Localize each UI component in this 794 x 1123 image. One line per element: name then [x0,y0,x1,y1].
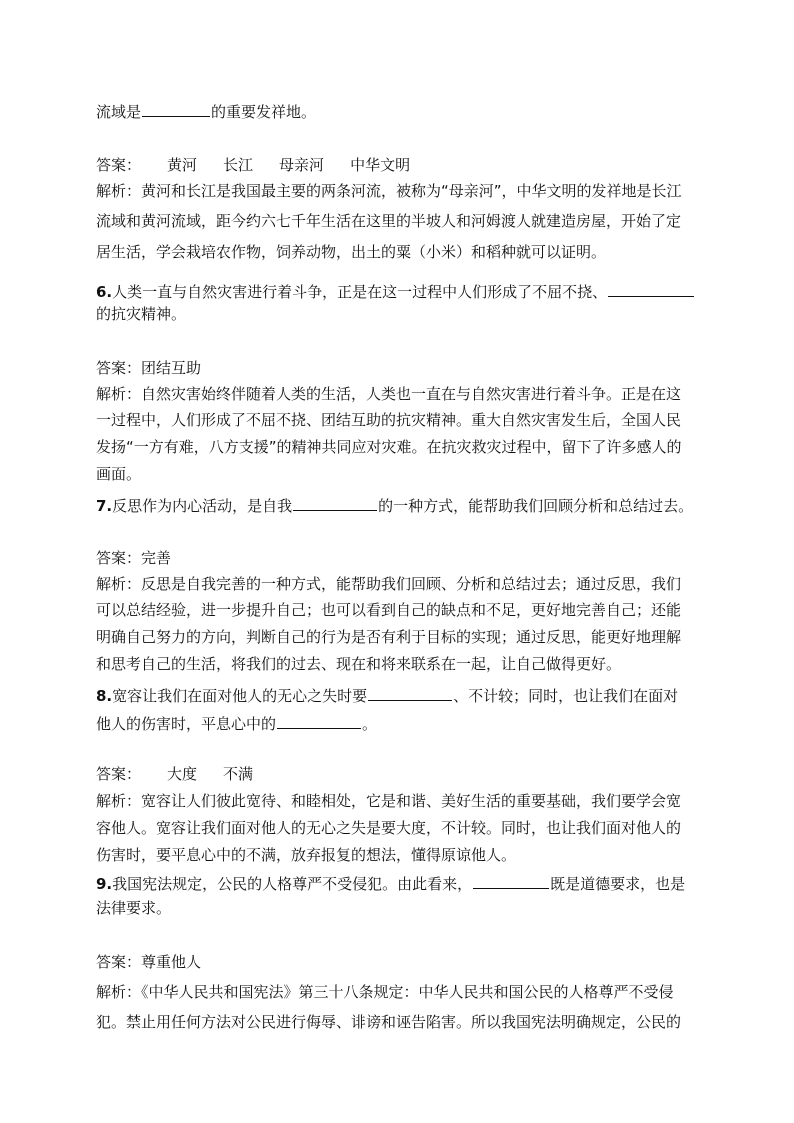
answer-8 [96,764,726,784]
question-text: 。 [362,715,378,733]
question-text: 我国宪法规定，公民的人格尊严不受侵犯。由此看来， [112,875,473,893]
answer-value: 母亲河 [279,156,325,174]
question-6-cont [96,304,726,324]
question-text: 既是道德要求，也是 [550,875,686,893]
question-text: 宽容让我们在面对他人的无心之失时要 [112,687,368,705]
analysis-line: 一过程中，人们形成了不屈不挠、团结互助的抗灾精神。重大自然灾害发生后，全国人民 [96,411,682,429]
analysis-line: 犯。禁止用任何方法对公民进行侮辱、诽谤和诬告陷害。所以我国宪法明确规定，公民的 [96,1013,682,1031]
answer-label: 答案： [96,156,142,174]
question-9-cont [96,898,726,918]
question-number: 8. [96,687,113,705]
fill-blank [277,712,361,729]
analysis-line: 解析：黄河和长江是我国最主要的两条河流，被称为“母亲河”，中华文明的发祥地是长江 [96,182,682,200]
analysis-line: 发扬“一方有难，八方支援”的精神共同应对灾难。在抗灾救灾过程中，留下了许多感人的 [96,438,682,456]
question-text: 反思作为内心活动，是自我 [112,497,293,515]
answer-5 [96,155,726,175]
fill-blank [473,872,549,889]
analysis-line: 解析：《中华人民共和国宪法》第三十八条规定：中华人民共和国公民的人格尊严不受侵 [96,983,674,1001]
question-text: 、不计较；同时，也让我们在面对 [453,687,679,705]
analysis-line: 流域和黄河流域，距今约六七千年生活在这里的半坡人和河姆渡人就建造房屋，开始了定 [96,212,682,230]
answer-value: 大度 [167,765,198,783]
analysis-line: 容他人。宽容让我们面对他人的无心之失是要大度，不计较。同时，也让我们面对他人的 [96,819,682,837]
question-text: 流域是 [96,103,142,121]
question-text: 的一种方式，能帮助我们回顾分析和总结过去。 [378,497,694,515]
question-8 [96,684,726,704]
question-5-tail [96,100,726,120]
question-text: 人类一直与自然灾害进行着斗争，正是在这一过程中人们形成了不屈不挠、 [112,283,608,301]
analysis-line: 和思考自己的生活，将我们的过去、现在和将来联系在一起，让自己做得更好。 [96,655,622,673]
analysis-line: 居生活，学会栽培农作物，饲养动物，出土的粟（小米）和稻种就可以证明。 [96,243,607,261]
analysis-line: 明确自己努力的方向，判断自己的行为是否有利于目标的实现；通过反思，能更好地理解 [96,628,682,646]
question-number: 7. [96,497,113,515]
answer-value: 长江 [223,156,254,174]
fill-blank [608,280,694,297]
answer-value: 不满 [223,765,254,783]
answer-value: 中华文明 [350,156,411,174]
analysis-line: 解析：自然灾害始终伴随着人类的生活，人类也一直在与自然灾害进行着斗争。正是在这 [96,385,682,403]
answer-9: 答案：尊重他人 [96,953,202,971]
question-text: 的重要发祥地。 [211,103,317,121]
answer-6: 答案：团结互助 [96,359,202,377]
question-9 [96,872,726,892]
fill-blank [293,494,377,511]
analysis-line: 解析：宽容让人们彼此宽待、和睦相处，它是和谐、美好生活的重要基础，我们要学会宽 [96,792,682,810]
question-number: 6. [96,283,113,301]
question-7 [96,494,726,514]
answer-label: 答案： [96,765,142,783]
fill-blank [142,100,210,117]
fill-blank [368,684,452,701]
question-text: 的抗灾精神。 [96,305,187,323]
analysis-line: 画面。 [96,465,142,483]
analysis-line: 可以总结经验，进一步提升自己；也可以看到自己的缺点和不足，更好地完善自己；还能 [96,601,682,619]
answer-value: 黄河 [167,156,198,174]
question-6 [96,280,726,300]
question-8-cont [96,712,726,732]
question-text: 法律要求。 [96,899,172,917]
analysis-line: 解析：反思是自我完善的一种方式，能帮助我们回顾、分析和总结过去；通过反思，我们 [96,575,682,593]
analysis-line: 伤害时，要平息心中的不满，放弃报复的想法，懂得原谅他人。 [96,846,517,864]
question-text: 他人的伤害时，平息心中的 [96,715,277,733]
answer-7: 答案：完善 [96,549,172,567]
question-number: 9. [96,875,113,893]
